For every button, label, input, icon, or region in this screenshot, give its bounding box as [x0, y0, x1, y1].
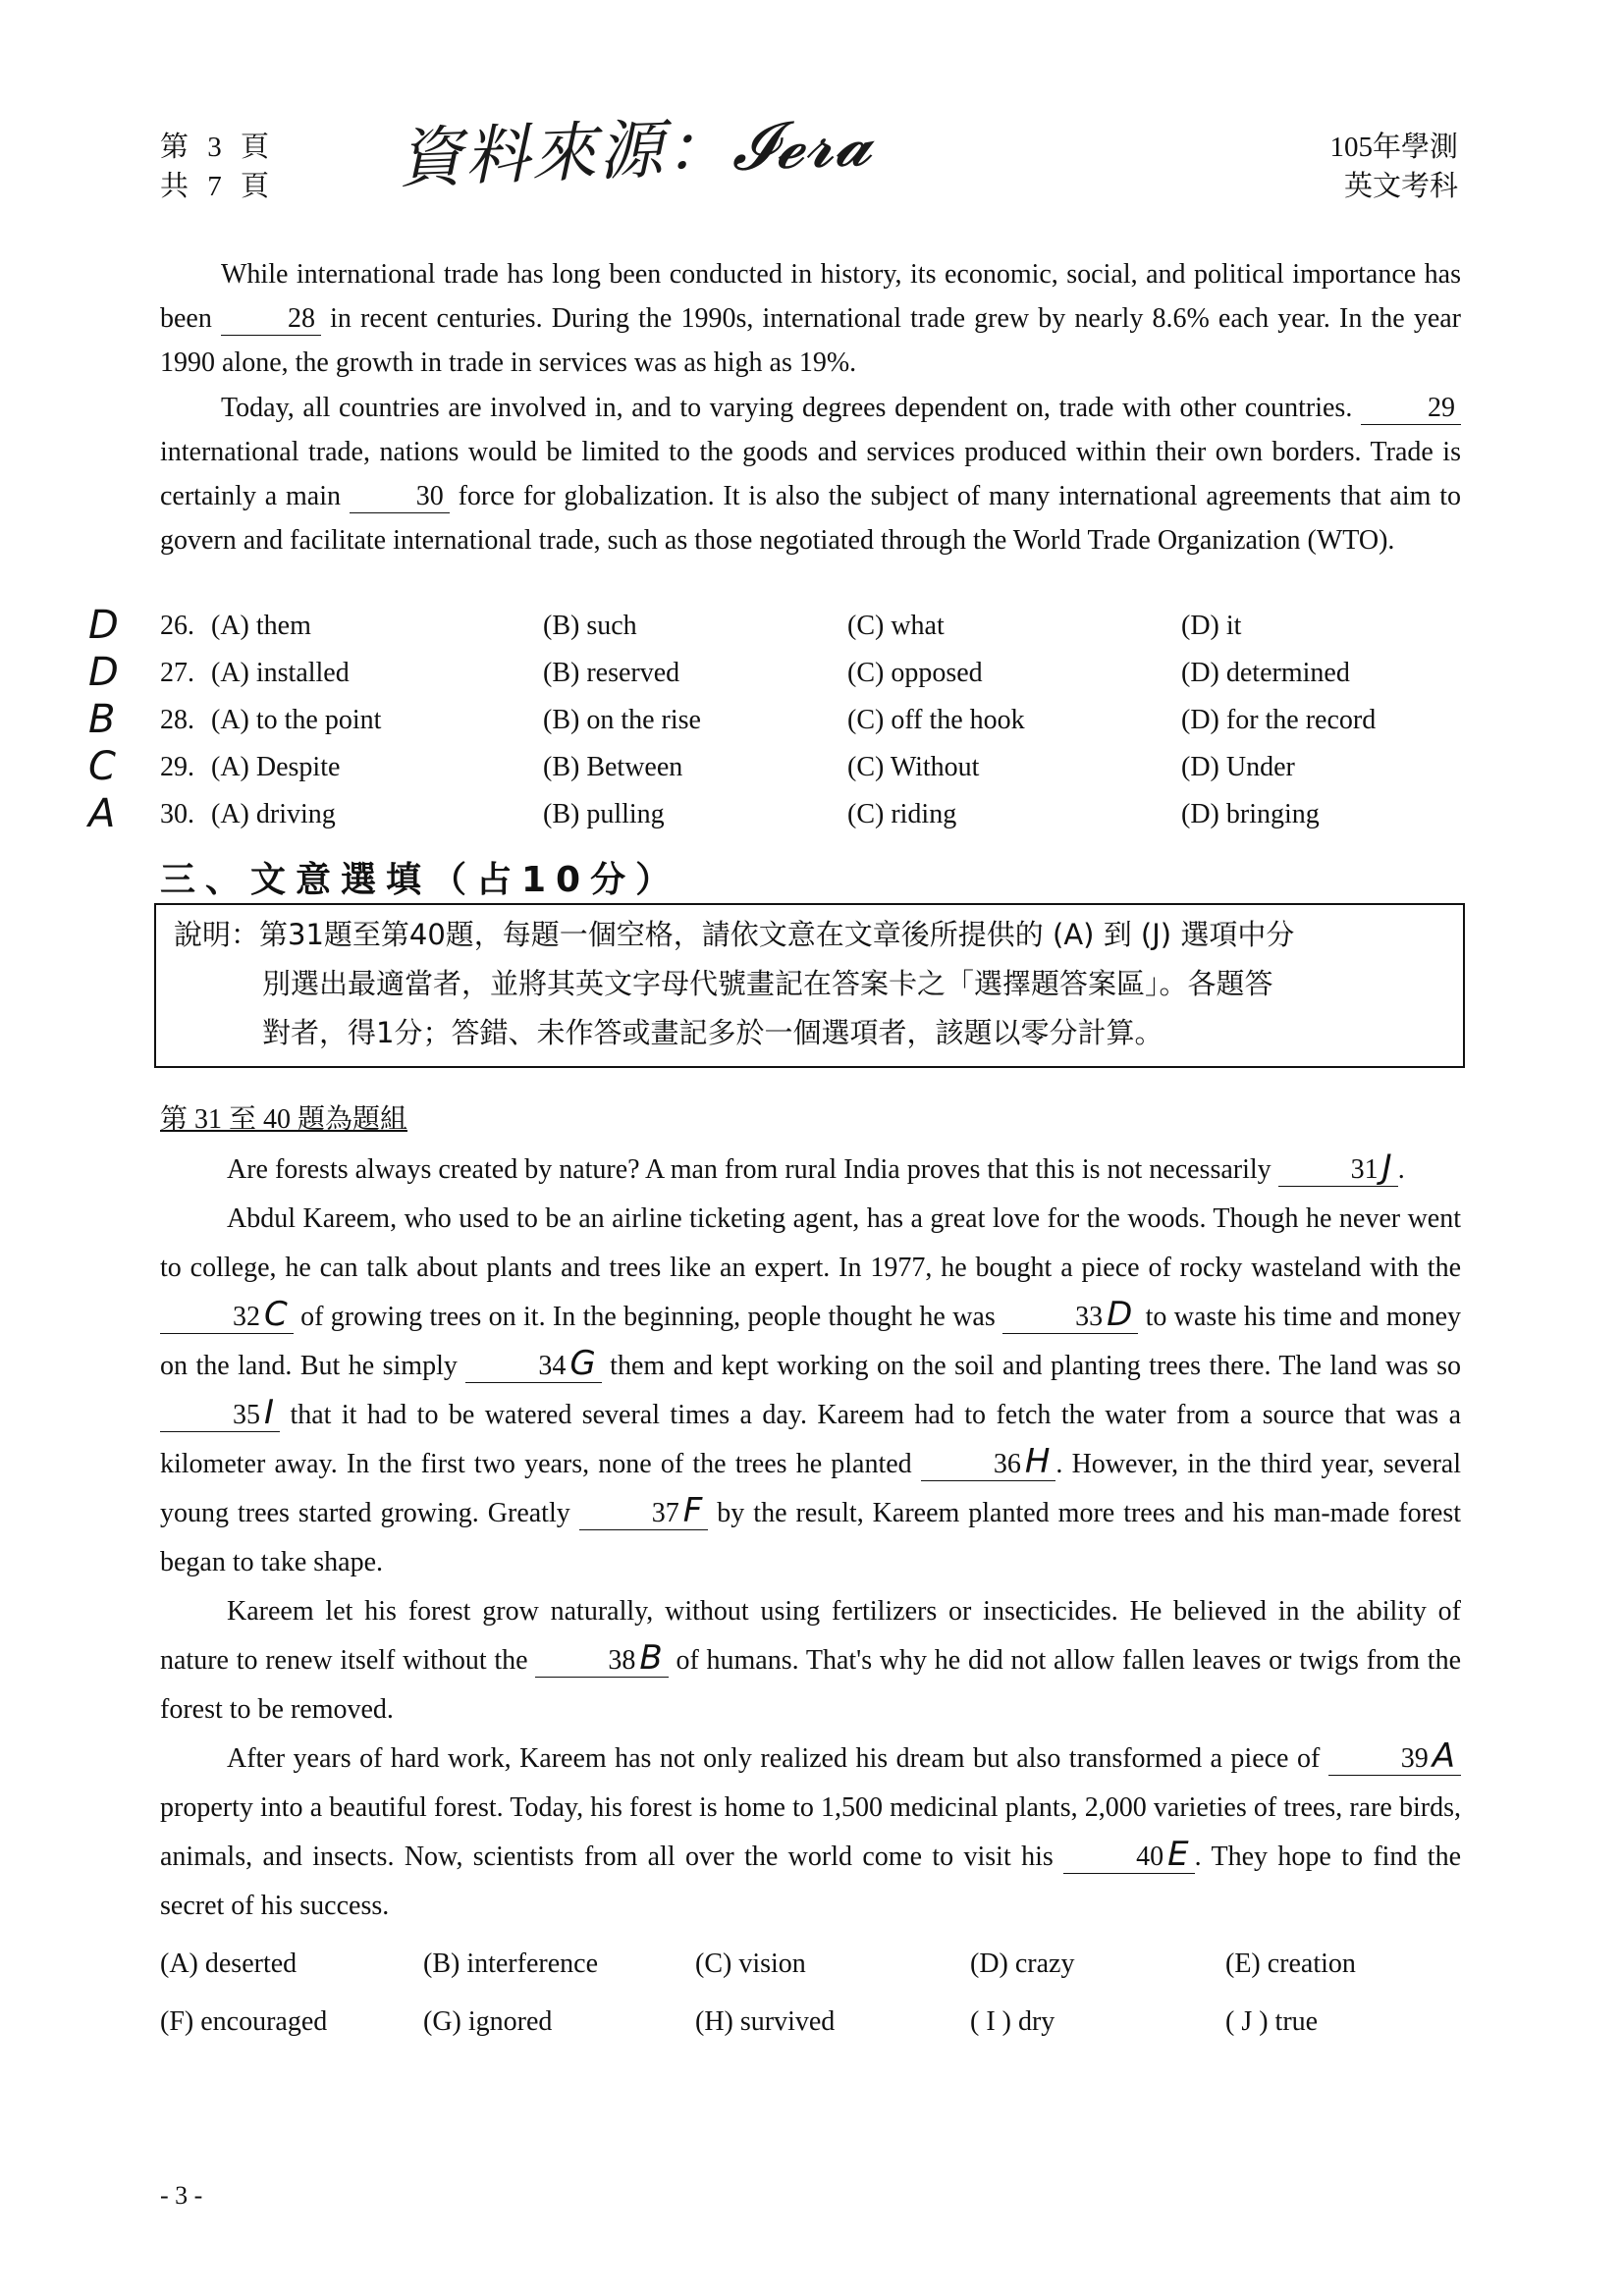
handwritten-answer-26: D — [88, 603, 119, 648]
blank-29: 29 — [1361, 393, 1461, 425]
option-c: (C) what — [847, 611, 945, 641]
blank-32 — [160, 1295, 294, 1334]
question-number: 27. — [160, 658, 194, 688]
passage-text: . However, in the third year, several young trees started growing. Greatly — [160, 1449, 1462, 1528]
section-title: 三、文意選填（占10分） — [160, 860, 681, 900]
option-d: (D) determined — [1181, 658, 1350, 688]
question-30 — [160, 799, 1461, 846]
instruction-line: 說明：第31題至第40題，每題一個空格，請依文意在文章後所提供的 (A) 到 (J) 選項中分 — [174, 918, 1295, 951]
choice-i: ( I ) dry — [970, 2006, 1055, 2037]
passage-text: While international trade has long been conducted in history, its economic, social, and political importance has been — [160, 259, 1461, 334]
question-number: 26. — [160, 611, 194, 641]
blank-33 — [1002, 1295, 1138, 1334]
blank-28: 28 — [221, 303, 321, 336]
page-number-block — [160, 128, 275, 206]
option-d: (D) bringing — [1181, 799, 1320, 829]
handwritten-answer: H — [1024, 1442, 1051, 1481]
handwritten-answer-30: A — [88, 791, 116, 836]
instruction-line: 對者，得1分；答錯、未作答或畫記多於一個選項者，該題以零分計算。 — [262, 1016, 1163, 1049]
handwritten-answer: C — [264, 1295, 288, 1334]
exam-subject: 英文考科 — [1343, 171, 1458, 202]
question-27 — [160, 658, 1461, 705]
choice-a: (A) deserted — [160, 1949, 298, 1979]
handwritten-answer: B — [639, 1638, 663, 1678]
blank-30: 30 — [350, 481, 450, 513]
handwritten-source-note: 資料來源：𝓘𝓮𝓻𝓪 — [397, 104, 873, 197]
passage-text: in recent centuries. During the 1990s, international trade grew by nearly 8.6% each year. In the year 1990 alone, the growth in trade in services was as high as 19%. — [160, 303, 1462, 378]
choice-f: (F) encouraged — [160, 2006, 328, 2037]
blank-number: 34 — [538, 1351, 567, 1381]
passage-text: international trade, nations would be limited to the goods and services produced within their own borders. Trade is certainly a main — [160, 437, 1461, 511]
option-a: (A) installed — [211, 658, 350, 688]
option-a: (A) them — [211, 611, 311, 641]
passage-text: of humans. That's why he did not allow fallen leaves or twigs from the forest to be removed. — [160, 1645, 1462, 1725]
blank-39 — [1328, 1736, 1461, 1776]
option-b: (B) such — [543, 611, 637, 641]
blank-number: 37 — [651, 1498, 679, 1528]
handwritten-answer: J — [1381, 1148, 1392, 1187]
option-d: (D) Under — [1181, 752, 1295, 782]
option-d: (D) for the record — [1181, 705, 1377, 735]
page-footer-number: - 3 - — [160, 2181, 203, 2210]
word-bank-row-2 — [160, 2006, 1461, 2056]
option-b: (B) on the rise — [543, 705, 701, 735]
passage-text: that it had to be watered several times a day. Kareem had to fetch the water from a source that was a kilometer away. In the first two years, none of the trees he planted — [160, 1400, 1461, 1479]
passage2-paragraph1: Are forests always created by nature? A man from rural India proves that this is not necessarily 31 J . — [227, 1148, 1405, 1187]
question-29 — [160, 752, 1461, 799]
passage-text: by the result, Kareem planted more trees and his man-made forest began to take shape. — [160, 1498, 1462, 1577]
option-a: (A) to the point — [211, 705, 382, 735]
choice-c: (C) vision — [695, 1949, 806, 1979]
handwritten-answer: A — [1432, 1736, 1455, 1776]
option-c: (C) riding — [847, 799, 957, 829]
blank-36 — [921, 1442, 1056, 1481]
blank-35 — [160, 1393, 280, 1432]
question-28 — [160, 705, 1461, 752]
instruction-line: 別選出最適當者，並將其英文字母代號畫記在答案卡之「選擇題答案區」。各題答 — [262, 967, 1273, 1000]
exam-year: 105年學測 — [1329, 132, 1458, 163]
blank-number: 33 — [1075, 1302, 1104, 1332]
blank-number: 36 — [993, 1449, 1021, 1479]
passage2-paragraph3 — [160, 1587, 1461, 1735]
question-number: 30. — [160, 799, 194, 829]
total-pages-label: 共 7 頁 — [160, 171, 276, 202]
choice-h: (H) survived — [695, 2006, 836, 2037]
handwritten-answer-28: B — [88, 697, 116, 742]
option-c: (C) Without — [847, 752, 980, 782]
handwritten-answer: E — [1167, 1835, 1189, 1874]
handwritten-answer: F — [682, 1491, 703, 1530]
option-d: (D) it — [1181, 611, 1242, 641]
handwritten-answer: D — [1107, 1295, 1133, 1334]
option-b: (B) Between — [543, 752, 683, 782]
option-c: (C) off the hook — [847, 705, 1025, 735]
passage-text: property into a beautiful forest. Today, his forest is home to 1,500 medicinal plants, 2,000 varieties of trees, rare birds, animals, and insects. Now, scientists from all over the world come to visit his — [160, 1792, 1461, 1872]
passage-text: Abdul Kareem, who used to be an airline ticketing agent, has a great love for the woods. Though he never went to college, he can talk about plants and trees like an expert. In 1977, he bought a piece of rocky wasteland with the — [160, 1203, 1461, 1283]
question-number: 28. — [160, 705, 194, 735]
blank-number: 32 — [233, 1302, 260, 1332]
passage1-paragraph1 — [160, 252, 1461, 385]
question-number: 29. — [160, 752, 194, 782]
choice-d: (D) crazy — [970, 1949, 1075, 1979]
passage-text: Are forests always created by nature? A man from rural India proves that this is not necessarily — [227, 1154, 1271, 1185]
blank-number: 40 — [1136, 1842, 1164, 1872]
passage-text: them and kept working on the soil and planting trees there. The land was so — [610, 1351, 1462, 1381]
handwritten-answer-29: C — [88, 744, 116, 789]
passage-text: of growing trees on it. In the beginning, people thought he was — [300, 1302, 996, 1332]
passage-text: Kareem let his forest grow naturally, without using fertilizers or insecticides. He believed in the ability of nature to renew itself without the — [160, 1596, 1461, 1676]
passage2-paragraph2 — [160, 1195, 1461, 1587]
choice-g: (G) ignored — [423, 2006, 553, 2037]
blank-37 — [579, 1491, 709, 1530]
page-label: 第 3 頁 — [160, 132, 276, 163]
word-bank-row-1 — [160, 1949, 1461, 1998]
passage-text: to waste his time and money on the land. But he simply — [160, 1302, 1462, 1381]
blank-number: 38 — [608, 1645, 636, 1676]
choice-e: (E) creation — [1225, 1949, 1356, 1979]
question-group-title: 第 31 至 40 題為題組 — [160, 1104, 408, 1135]
blank-number: 31 — [1350, 1154, 1379, 1185]
handwritten-answer: I — [264, 1393, 275, 1432]
option-a: (A) Despite — [211, 752, 341, 782]
choice-j: ( J ) true — [1225, 2006, 1319, 2037]
handwritten-answer: G — [569, 1344, 596, 1383]
passage1-paragraph2 — [160, 386, 1461, 562]
blank-number: 35 — [233, 1400, 260, 1430]
passage2-paragraph4 — [160, 1735, 1461, 1931]
option-c: (C) opposed — [847, 658, 983, 688]
passage-text: After years of hard work, Kareem has not only realized his dream but also transformed a piece of — [227, 1743, 1321, 1774]
choice-b: (B) interference — [423, 1949, 598, 1979]
option-b: (B) reserved — [543, 658, 680, 688]
question-26 — [160, 611, 1461, 658]
passage-text: force for globalization. It is also the subject of many international agreements that aim to govern and facilitate international trade, such as those negotiated through the World Trade Organization (WTO). — [160, 481, 1461, 556]
exam-title-block — [1329, 128, 1458, 206]
passage-text: Today, all countries are involved in, and to varying degrees dependent on, trade with other countries. — [221, 393, 1353, 423]
passage-text: . They hope to find the secret of his success. — [160, 1842, 1462, 1921]
option-a: (A) driving — [211, 799, 336, 829]
option-b: (B) pulling — [543, 799, 665, 829]
handwritten-answer-27: D — [88, 650, 119, 695]
blank-38 — [535, 1638, 668, 1678]
blank-number: 39 — [1400, 1743, 1429, 1774]
instructions-box — [154, 903, 1465, 1068]
blank-40 — [1063, 1835, 1194, 1874]
blank-31 — [1278, 1148, 1398, 1187]
blank-34 — [465, 1344, 601, 1383]
